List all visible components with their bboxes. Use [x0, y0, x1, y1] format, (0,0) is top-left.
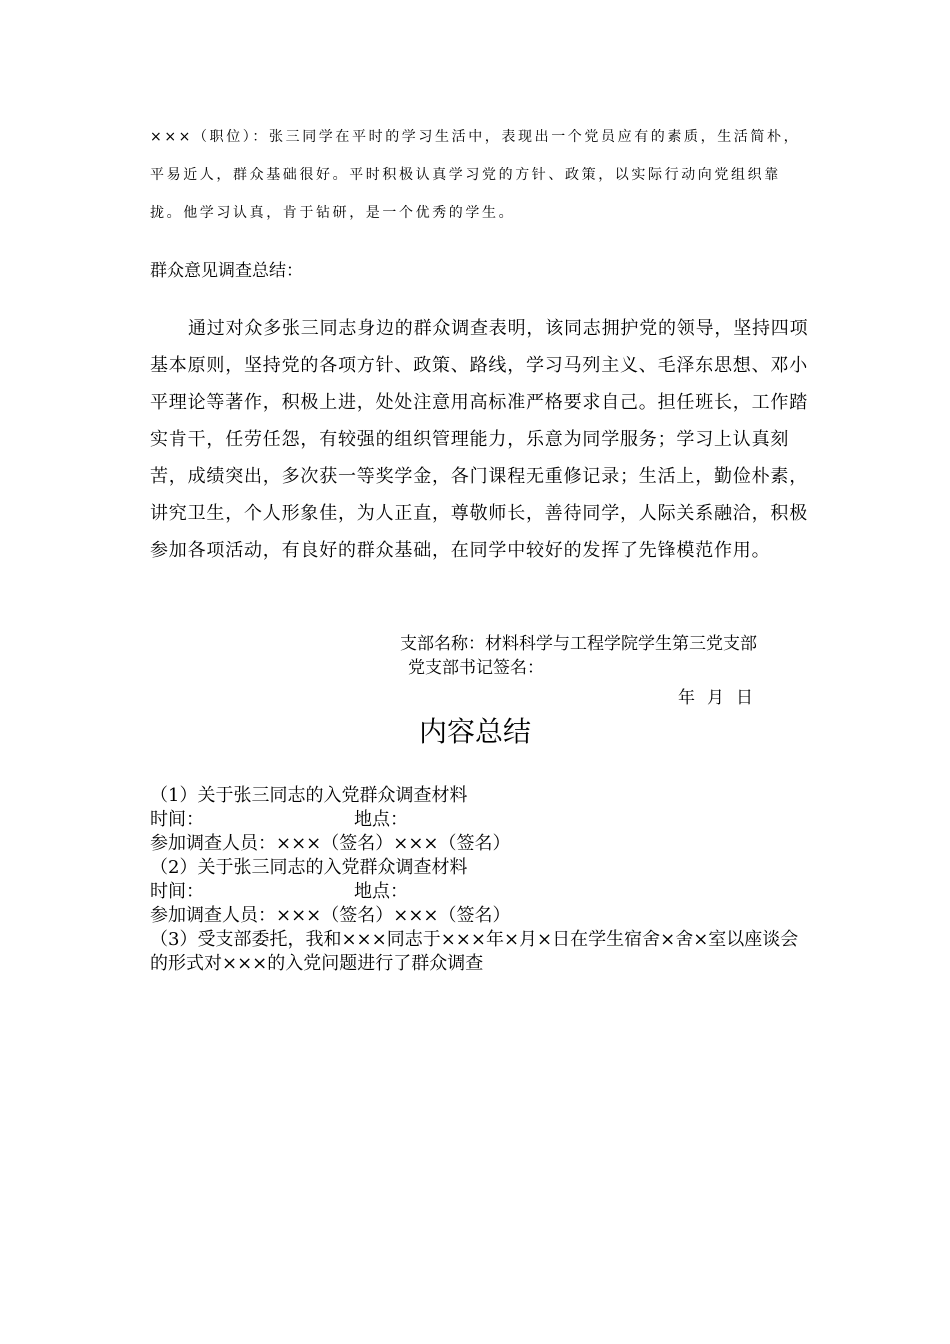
record-3-text: （3）受支部委托，我和×××同志于×××年×月×日在学生宿舍×舍×室以座谈会的形式对×××的入党问题进行了群众调查 [150, 929, 799, 974]
record-2-title: （2）关于张三同志的入党群众调查材料 [150, 857, 468, 878]
survey-summary-body: 通过对众多张三同志身边的群众调查表明，该同志拥护党的领导，坚持四项基本原则，坚持党的各项方针、政策、路线，学习马列主义、毛泽东思想、邓小平理论等著作，积极上进，处处注意用高标准严格要求自己。担任班长，工作踏实肯干，任劳任怨，有较强的组织管理能力，乐意为同学服务；学习上认真刻苦，成绩突出，多次获一等奖学金，各门课程无重修记录；生活上，勤俭朴素，讲究卫生，个人形象佳，为人正直，尊敬师长，善待同学，人际关系融洽，积极参加各项活动，有良好的群众基础，在同学中较好的发挥了先锋模范作用。 [150, 318, 809, 561]
record-1-place: 地点： [354, 809, 408, 830]
branch-name: 支部名称：材料科学与工程学院学生第三党支部 [400, 634, 757, 654]
record-1-time-place [150, 808, 810, 832]
opinion-paragraph: ×××（职位）：张三同学在平时的学习生活中，表现出一个党员应有的素质，生活简朴，平易近人，群众基础很好。平时积极认真学习党的方针、政策，以实际行动向党组织靠拢。他学习认真，肯于钻研，是一个优秀的学生。 [150, 129, 801, 221]
record-2-time-place [150, 880, 810, 904]
record-2-people: 参加调查人员：×××（签名）×××（签名） [150, 905, 511, 926]
content-summary-title: 内容总结 [418, 715, 531, 748]
record-1-people: 参加调查人员：×××（签名）×××（签名） [150, 833, 511, 854]
record-1-time: 时间： [150, 809, 204, 830]
record-2-time: 时间： [150, 881, 204, 902]
survey-summary-heading: 群众意见调查总结： [150, 261, 303, 281]
signature-block [400, 632, 820, 708]
record-1-title: （1）关于张三同志的入党群众调查材料 [150, 785, 468, 806]
secretary-signature-label: 党支部书记签名： [408, 658, 544, 678]
survey-records [150, 784, 810, 976]
record-2-place: 地点： [354, 881, 408, 902]
signature-date: 年月日 [678, 688, 765, 708]
